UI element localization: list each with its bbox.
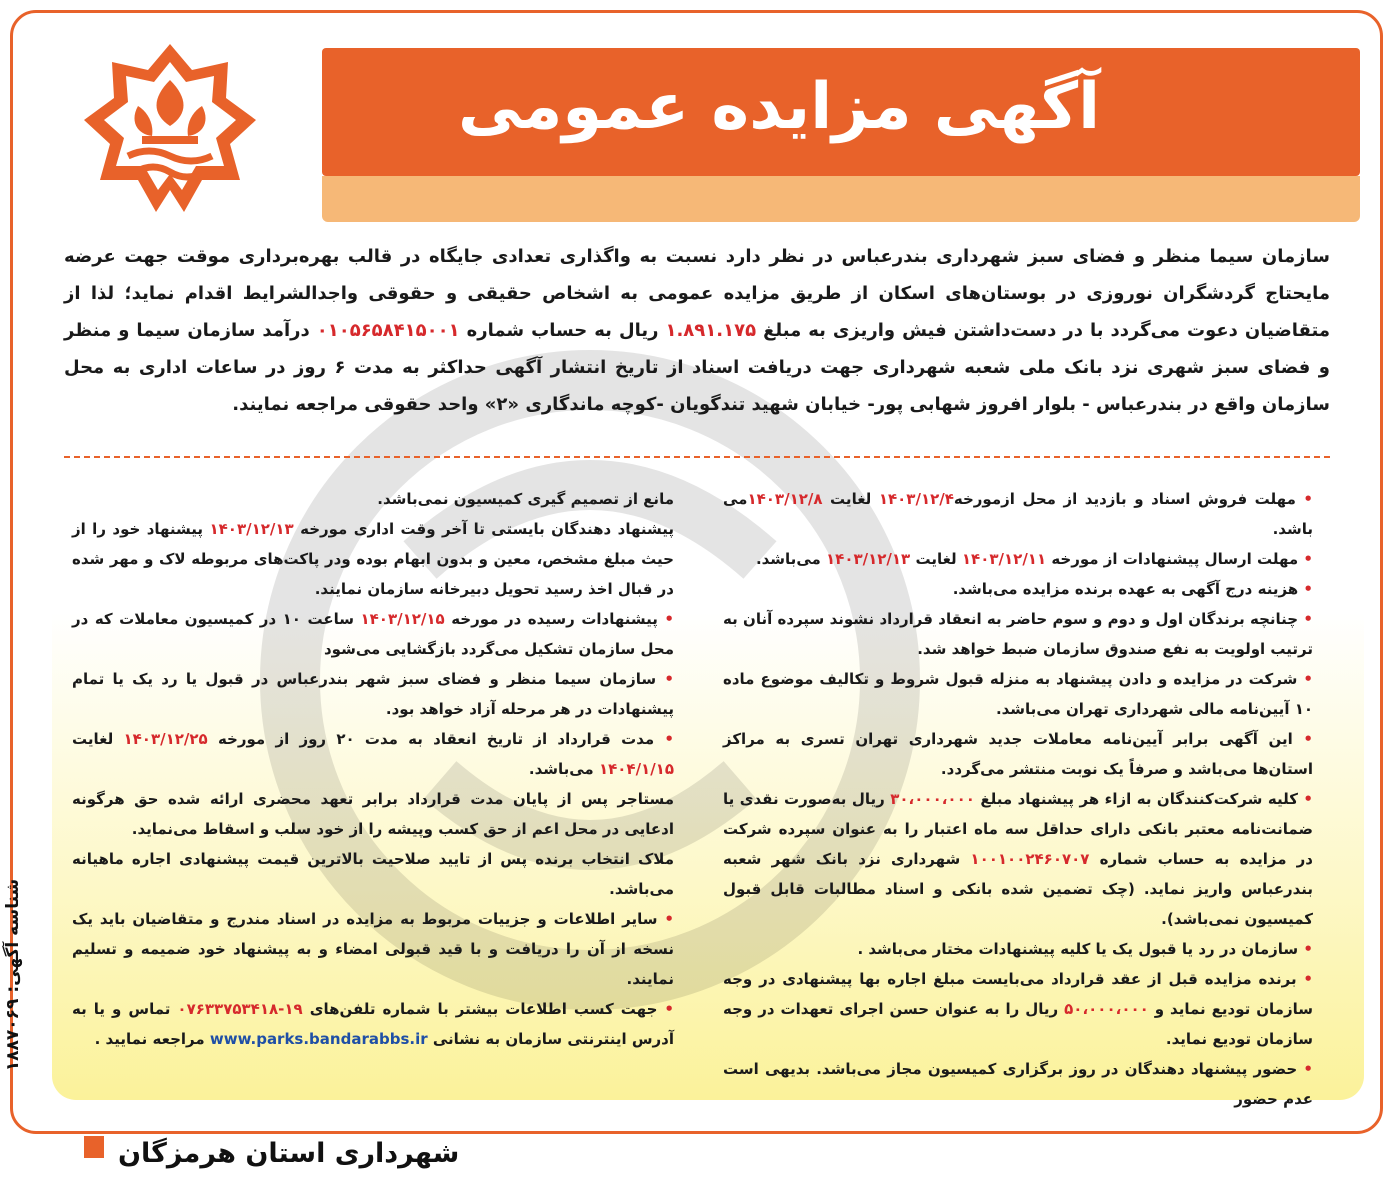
list-item: ملاک انتخاب برنده پس از تایید صلاحیت بالاترین قیمت پیشنهادی اجاره ماهیانه می‌باشد. [72,850,674,898]
list-item: • مدت قرارداد از تاریخ انعقاد به مدت ۲۰ روز از مورخه ۱۴۰۳/۱۲/۲۵ لغایت ۱۴۰۴/۱/۱۵ می‌باشد. [72,724,674,784]
list-item: • چنانچه برندگان اول و دوم و سوم حاضر به انعقاد قرارداد نشوند سپرده آنان به ترتیب اولویت به نفع صندوق سازمان ضبط خواهد شد. [723,604,1313,664]
intro-text-3: درآمد سازمان سیما و منظر و فضای سبز شهری نزد بانک ملی شعبه شهرداری جهت دریافت اسناد از تاریخ انتشار آگهی حداکثر به مدت ۶ روز در ساعات اداری به محل سازمان واقع در بندرعباس - بلوار افروز شهابی پور- خیابان شهید تندگویان -کوچه ماندگاری «۲» واحد حقوقی مراجعه نمایند. [64,320,1330,415]
list-item: • حضور پیشنهاد دهندگان در روز برگزاری کمیسیون مجاز می‌باشد. بدیهی است عدم حضور [723,1054,1313,1114]
list-item: مانع از تصمیم گیری کمیسیون نمی‌باشد. [377,490,674,508]
title-banner [322,48,1360,176]
conditions-column-left [72,484,674,1054]
intro-text-2: ریال به حساب شماره [459,320,666,341]
list-item: • سازمان در رد یا قبول یک یا کلیه پیشنهادات مختار می‌باشد . [723,934,1313,964]
footer-corner-mark-icon [70,1136,104,1172]
list-item: پیشنهاد دهندگان بایستی تا آخر وقت اداری مورخه ۱۴۰۳/۱۲/۱۳ پیشنهاد خود را از حیث مبلغ مشخص، معین و بدون ابهام بوده ودر پاکت‌های مربوطه لاک و مهر شده در قبال اخذ رسید تحویل دبیرخانه سازمان نمایند. [72,520,675,598]
intro-amount: ۱.۸۹۱.۱۷۵ [665,320,757,341]
list-item: • پیشنهادات رسیده در مورخه ۱۴۰۳/۱۲/۱۵ ساعت ۱۰ در کمیسیون معاملات که در محل سازمان تشکیل می‌گردد بازگشایی می‌شود [72,604,674,664]
municipality-logo-icon [80,40,260,220]
ad-id-label [0,840,28,1110]
list-item: • سایر اطلاعات و جزییات مربوط به مزایده در اسناد مندرج و متقاضیان باید یک نسخه از آن را دریافت و با قید قبولی امضاء و به پیشنهاد خود ضمیمه و تسلیم نمایند. [72,904,674,994]
ad-id-text: شناسه آگهی: ۱۸۸۷۰۶۹ [3,878,23,1072]
list-item: مستاجر پس از پایان مدت قرارداد برابر تعهد محضری ارائه شده حق هرگونه ادعایی در محل اعم از حق کسب وپیشه را از خود سلب و اسقاط می‌نماید. [72,790,674,838]
intro-account-number: ۰۱۰۵۶۵۸۴۱۵۰۰۱ [316,320,460,341]
list-item: • مهلت ارسال پیشنهادات از مورخه ۱۴۰۳/۱۲/۱۱ لغایت ۱۴۰۳/۱۲/۱۳ می‌باشد. [723,544,1313,574]
title-underbar [322,176,1360,222]
intro-text-1: سازمان سیما منظر و فضای سبز شهرداری بندرعباس در نظر دارد نسبت به واگذاری تعدادی جایگاه در قالب بهره‌برداری موقت جهت عرضه مایحتاج گردشگران نوروزی در بوستان‌های اسکان از طریق مزایده عمومی به اشخاص حقیقی و حقوقی واجدالشرایط اقدام نماید؛ لذا از متقاضیان دعوت می‌گردد با در دست‌داشتن فیش واریزی به مبلغ [64,246,1330,341]
footer-municipality-name: شهرداری استان هرمزگان [118,1138,460,1169]
list-item: • هزینه درج آگهی به عهده برنده مزایده می‌باشد. [723,574,1313,604]
page-title: آگهی مزایده عمومی [458,70,1100,144]
list-item: • شرکت در مزایده و دادن پیشنهاد به منزله قبول شروط و تکالیف موضوع ماده ۱۰ آیین‌نامه مالی شهرداری تهران می‌باشد. [723,664,1313,724]
list-item: • کلیه شرکت‌کنندگان به ازاء هر پیشنهاد مبلغ ۳۰،۰۰۰،۰۰۰ ریال به‌صورت نقدی یا ضمانت‌نامه معتبر بانکی دارای حداقل سه ماه اعتبار را به عنوان سپرده شرکت در مزایده به حساب شماره ۱۰۰۱۰۰۲۴۶۰۷۰۷ شهرداری نزد بانک شهر شعبه بندرعباس واریز نماید. (چک تضمین شده بانکی و اسناد مطالبات قابل قبول کمیسیون نمی‌باشد). [723,784,1313,934]
intro-paragraph [64,238,1330,423]
dashed-divider [64,456,1330,458]
website-link[interactable]: www.parks.bandarabbs.ir [209,1030,428,1048]
list-item: • برنده مزایده قبل از عقد قرارداد می‌بایست مبلغ اجاره بها پیشنهادی در وجه سازمان تودیع نماید و ۵۰،۰۰۰،۰۰۰ ریال را به عنوان حسن اجرای تعهدات در وجه سازمان تودیع نماید. [723,964,1313,1054]
list-item: • سازمان سیما منظر و فضای سبز شهر بندرعباس در قبول یا رد یک یا تمام پیشنهادات در هر مرحله آزاد خواهد بود. [72,664,674,724]
list-item: • جهت کسب اطلاعات بیشتر با شماره تلفن‌های ۱۹-۰۷۶۳۳۷۵۳۴۱۸ تماس و یا به آدرس اینترنتی سازمان به نشانی www.parks.bandarabbs.ir مراجعه نمایید . [72,994,674,1054]
conditions-column-right [723,484,1313,1114]
list-item: • این آگهی برابر آیین‌نامه معاملات جدید شهرداری تهران تسری به مراکز استان‌ها می‌باشد و صرفاً یک نوبت منتشر می‌گردد. [723,724,1313,784]
list-item: • مهلت فروش اسناد و بازدید از محل ازمورخه۱۴۰۳/۱۲/۴ لغایت ۱۴۰۳/۱۲/۸می باشد. [723,484,1313,544]
